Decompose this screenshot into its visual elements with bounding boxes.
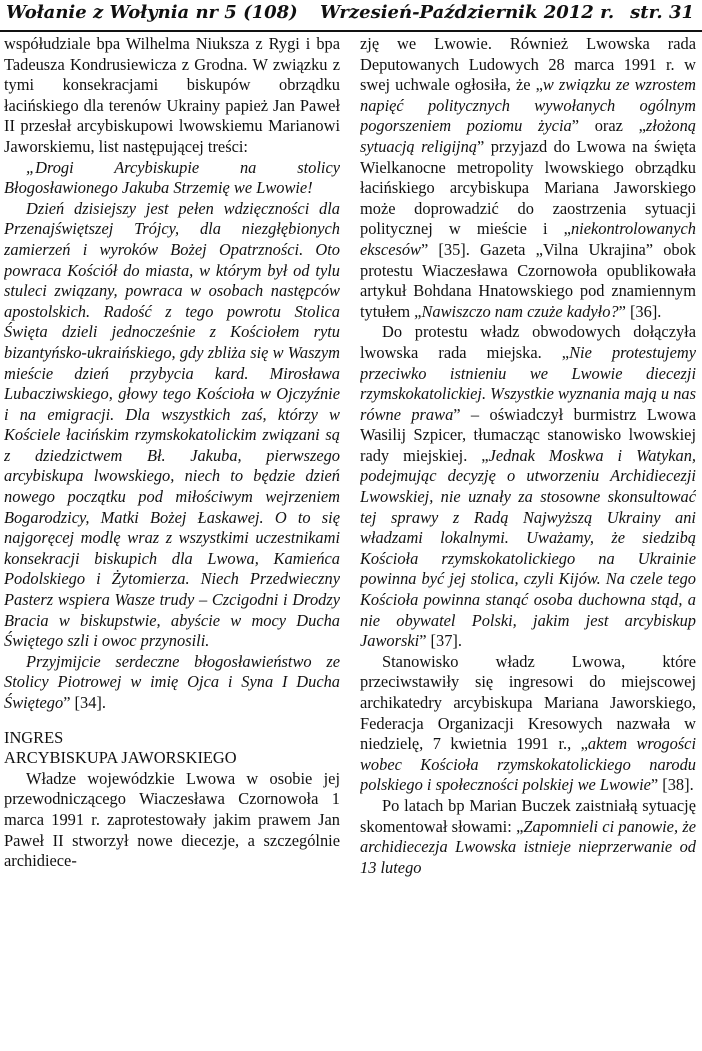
text-run: ” przyjazd do Lwowa na święta Wielkanocne metropolity lwowskiego obrządku łacińskiego arcybiskupa Mariana Jaworskiego może doprowadzić do zaostrzenia sytuacji politycznej w mieście i „ xyxy=(360,136,696,239)
footnote-ref: ” [34]. xyxy=(63,693,106,712)
section-heading-line2: ARCYBISKUPA JAWORSKIEGO xyxy=(4,748,237,768)
paragraph: Władze wojewódzkie Lwowa w osobie jej przewodniczącego Wiaczesława Czornowoła 1 marca 1991 r. zaprotestowały jakim prawem Jan Paweł II stworzył nowe diecezje, a szczególnie archidiece- xyxy=(4,768,340,871)
paragraph xyxy=(360,34,696,322)
quote-run: złożoną sytuacją religijną xyxy=(360,116,696,156)
letter-body: Dzień dzisiejszy jest pełen wdzięczności dla Przenajświętszej Trójcy, dla niezgłębionych zamierzeń i wyroków Bożej Opatrzności. Oto powraca Kościół do miasta, w którym był od tylu stuleci związany, powraca w osobach następców apostolskich. Radość z tego powrotu Stolica Święta dzieli jednocześnie z Kościołem rytu bizantyńsko-ukraińskiego, gdy zbliża się w Waszym mieście dzień przybycia kard. Mirosława Lubacziwskiego, głowy tego Kościoła w Ojczyźnie i na emigracji. Dla wszystkich zaś, którzy w Kościele łacińskim rzymskokatolickim związani są z dziedzictwem Bł. Jakuba, pierwszego arcybiskupa lwowskiego, niech to będzie dzień nowego początku pod miłościwym wejrzeniem Bogarodzicy, Matki Bożej Łaskawej. O to się najgoręcej modlę wraz z wszystkimi uczestnikami konsekracji biskupich dla Lwowa, Kamieńca Podolskiego i Żytomierza. Niech Przedwieczny Pasterz wspiera Wasze trudy – Czcigodni i Drodzy Bracia w biskupstwie, abyście w mocy Ducha Świętego szli i owoc przynosili. xyxy=(4,198,340,651)
text-run: Po latach bp Marian Buczek zaistniałą sytuację skomentował słowami: „ xyxy=(360,795,696,836)
page-number: str. 31 xyxy=(630,2,694,23)
quote-run: Nie protestujemy przeciwko istnieniu we Lwowie diecezji rzymskokatolickiej. Wszystkie wyznania mają u nas równe prawa xyxy=(360,342,696,424)
section-heading-line1: INGRES xyxy=(4,727,64,747)
journal-title: Wołanie z Wołynia nr 5 (108) xyxy=(6,2,298,23)
issue-date: Wrzesień-Październik 2012 r. xyxy=(320,2,615,23)
text-run: ” – oświadczył burmistrz Lwowa Wasilij Szpicer, tłumacząc stanowisko lwowskiej rady miejskiej. „ xyxy=(360,404,696,465)
left-column xyxy=(4,34,340,1050)
text-run: ” oraz „ xyxy=(571,116,646,136)
text-run: ” [38]. xyxy=(650,775,694,795)
paragraph xyxy=(360,652,696,796)
paragraph: współudziale bpa Wilhelma Niuksza z Rygi i bpa Tadeusza Kondrusiewicza z Grodna. W związku z tymi konsekracjami biskupów obrządku łacińskiego dla terenów Ukrainy papież Jan Paweł II przesłał arcybiskupowi lwowskiemu Marianowi Jaworskiemu, list następującej treści: xyxy=(4,34,340,156)
text-run: ” [37]. xyxy=(419,631,462,651)
quote-run: niekontrolowanych ekscesów xyxy=(360,219,696,259)
running-header xyxy=(4,0,698,28)
letter-salutation: „Drogi Arcybiskupie na stolicy Błogosławionego Jakuba Strzemię we Lwowie! xyxy=(4,157,340,198)
right-column xyxy=(360,34,696,1050)
text-run: zję we Lwowie. Również Lwowska rada Deputowanych Ludowych 28 marca 1991 r. w swej uchwale ogłosiła, że „ xyxy=(360,34,696,95)
paragraph xyxy=(360,322,696,652)
quote-run: Jednak Moskwa i Watykan, podejmując decyzję o utworzeniu Archidiecezji Lwowskiej, nie uznały za stosowne skonsultować tej sprawy z Radą Najwyższą Ukrainy ani władzami lokalnymi. Uważamy, że siedzibą Kościoła rzymskokatolickiego na Ukrainie powinna być jej stolica, czyli Kijów. Na czele tego Kościoła powinna stanąć osoba duchowna stąd, a nie obywatel Polski, jakim jest arcybiskup Jaworski xyxy=(360,445,696,651)
text-run: ” [36]. xyxy=(618,301,662,321)
letter-closing-text: Przyjmijcie serdeczne błogosławieństwo ze Stolicy Piotrowej w imię Ojca i Syna I Ducha Świętego xyxy=(4,651,340,712)
quote-run: Nawiszczo nam czuże kadyło? xyxy=(421,301,619,321)
quote-run: aktem wrogości wobec Kościoła rzymskokatolickiego narodu polskiego i społeczności polskiej we Lwowie xyxy=(360,734,696,795)
paragraph xyxy=(360,796,696,878)
quote-run: w związku ze wzrostem napięć politycznych wywołanych ogólnym pogorszeniem poziomu życia xyxy=(360,75,696,136)
letter-closing xyxy=(4,652,340,714)
text-run: ” [35]. Gazeta „Vilna Ukrajina” obok protestu Wiaczesława Czornowoła opublikowała artykuł Bohdana Hnatowskiego pod znamiennym tytułem „ xyxy=(360,239,696,321)
header-rule xyxy=(0,30,702,32)
text-run: Do protestu władz obwodowych dołączyła lwowska rada miejska. „ xyxy=(360,322,696,362)
quote-run: Zapomnieli ci panowie, że archidiecezja Lwowska istnieje nieprzerwanie od 13 lutego xyxy=(360,816,696,877)
text-run: Stanowisko władz Lwowa, które przeciwstawiły się ingresowi do miejscowej archikatedry arcybiskupa Mariana Jaworskiego, Federacja Organizacji Kresowych nazwała w niedzielę, 7 kwietnia 1991 r., „ xyxy=(360,651,696,754)
